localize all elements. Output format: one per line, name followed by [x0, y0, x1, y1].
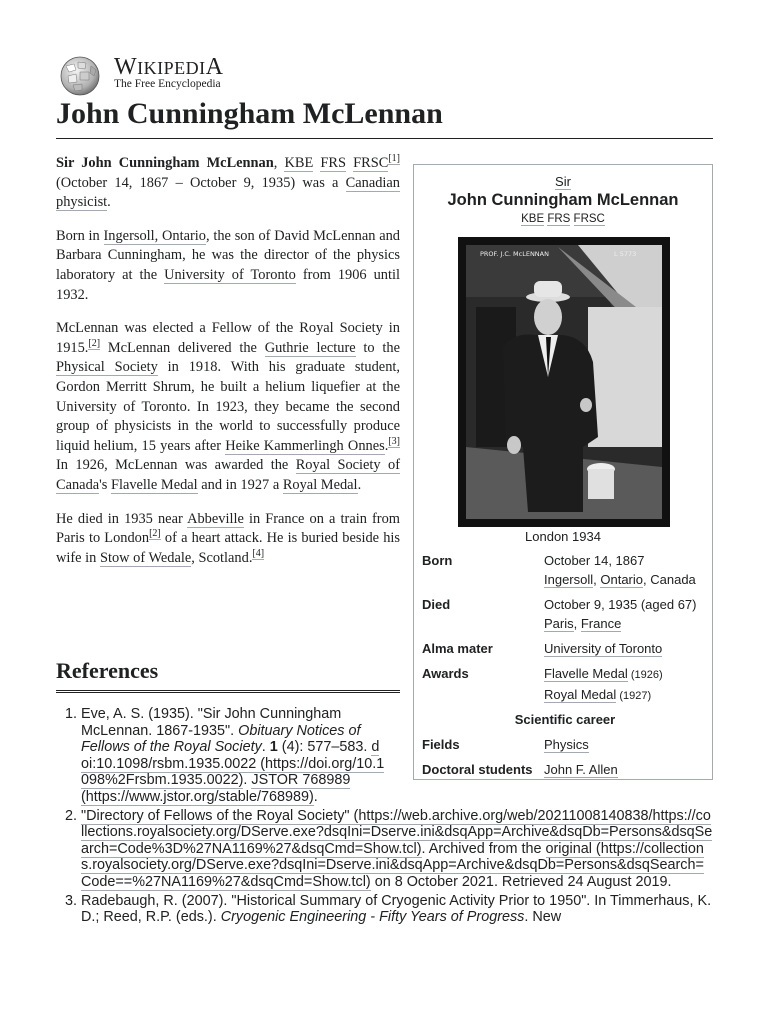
sir-link[interactable]: Sir	[555, 174, 571, 189]
article-body	[56, 154, 400, 582]
canadian-link[interactable]: Canadian	[345, 174, 400, 191]
student-allen-link[interactable]: John F. Allen	[544, 762, 618, 777]
award-royal-link[interactable]: Royal Medal	[544, 687, 617, 702]
ref1-doi-link[interactable]: doi:10.1098/rsbm.1935.0022 (https://doi.org/10.1098%2Frsbm.1935.0022)	[81, 739, 385, 789]
text: , Canada	[643, 572, 696, 587]
text: . Archived from the	[421, 840, 546, 857]
rsc-link[interactable]: Royal Society of Canada	[56, 457, 400, 493]
photo-caption: London 1934	[525, 529, 601, 544]
text: . New	[524, 909, 562, 926]
references-heading: References	[56, 656, 400, 693]
died-label: Died	[422, 597, 451, 612]
text: .	[243, 772, 252, 789]
wikipedia-wordmark[interactable]	[114, 54, 224, 81]
award1-year: (1926)	[627, 669, 663, 681]
ref2-directory-link[interactable]: "Directory of Fellows of the Royal Society" (https://web.archive.org/web/20211008140838/https://collections.royalsociety.org/DServe.exe?dsqIni=Dserve.ini&dsqApp=Archive&dsqDb=Persons&dsqSearch=Code%3D%27NA1169%27&dsqCmd=Show.tcl)	[81, 807, 713, 857]
students-label: Doctoral students	[422, 762, 533, 777]
text: .	[313, 788, 318, 805]
text: Eve, A. S. (1935). "Sir John Cunningham McLennan. 1867-1935".	[81, 706, 342, 739]
text: , the son of David McLennan and Barbara Cunningham, he was the director of the physics laboratory at the	[56, 227, 400, 283]
wikipedia-globe-logo[interactable]	[56, 54, 104, 96]
born-date: October 14, 1867	[544, 553, 645, 568]
infobox-frsc-link[interactable]: FRSC	[573, 213, 605, 225]
text: in France on a train from Paris to London	[56, 510, 400, 547]
infobox-honorific	[414, 174, 712, 189]
text: .	[384, 437, 389, 454]
fields-label: Fields	[422, 737, 460, 752]
physicist-link[interactable]: physicist	[56, 194, 108, 211]
ref-4-link[interactable]: [4]	[252, 547, 265, 559]
text: of a heart attack. He is buried beside his wife in	[56, 530, 401, 566]
ref1-volume: 1	[269, 739, 278, 756]
born-ingersoll-link[interactable]: Ingersoll	[544, 572, 594, 587]
guthrie-lecture-link[interactable]: Guthrie lecture	[264, 339, 356, 356]
text: 's	[99, 476, 111, 493]
ref-2b-link[interactable]: [2]	[149, 528, 161, 540]
infobox-row-born	[422, 551, 708, 589]
ref-2-link[interactable]: [2]	[88, 337, 101, 349]
photo-number: L 5773	[614, 250, 637, 258]
alma-uoft-link[interactable]: University of Toronto	[544, 641, 663, 656]
reference-item	[81, 808, 714, 891]
awards-label: Awards	[422, 666, 469, 681]
infobox-postnominals	[414, 213, 712, 225]
infobox-kbe-link[interactable]: KBE	[521, 213, 545, 225]
abbeville-link[interactable]: Abbeville	[187, 510, 244, 527]
text: Born in	[56, 227, 104, 244]
text: (October 14, 1867 – October 9, 1935) was a	[56, 174, 346, 191]
portrait-photo[interactable]	[458, 237, 670, 527]
fields-physics-link[interactable]: Physics	[544, 737, 589, 752]
infobox-row-awards	[422, 664, 708, 706]
died-value	[544, 595, 708, 633]
frsc-link[interactable]: FRSC	[353, 155, 389, 171]
text: ,	[593, 572, 601, 587]
frs-link[interactable]: FRS	[320, 155, 346, 171]
text: .	[261, 739, 270, 756]
award2-year: (1927)	[616, 690, 652, 702]
paragraph-2	[56, 227, 400, 305]
award-flavelle-link[interactable]: Flavelle Medal	[544, 666, 628, 681]
wikipedia-tagline: The Free Encyclopedia	[114, 78, 221, 90]
ref-1-link[interactable]: [1]	[388, 153, 400, 165]
flavelle-medal-link[interactable]: Flavelle Medal	[110, 476, 198, 493]
reference-item	[81, 893, 714, 926]
text: , Scotland.	[191, 549, 253, 566]
scientific-career-heading: Scientific career	[514, 712, 616, 727]
reference-item	[81, 706, 386, 806]
infobox-name: John Cunningham McLennan	[447, 191, 679, 209]
alma-label: Alma mater	[422, 641, 493, 656]
site-header	[56, 54, 716, 96]
paragraph-4	[56, 510, 400, 569]
text: in 1918. With his graduate student, Gordon Merritt Shrum, he built a helium liquefier at the University of Toronto. In 1923, they became the second group of physicists in the world to successfully produce liquid helium, 15 years after	[56, 359, 400, 454]
text: McLennan was elected a Fellow of the Royal Society in 1915.	[56, 320, 400, 356]
royal-medal-link[interactable]: Royal Medal	[282, 476, 358, 493]
ref2-original-link[interactable]: original (https://collections.royalsociety.org/DServe.exe?dsqIni=Dserve.ini&dsqApp=Archive&dsqDb=Persons&dsqSearch=Code==%27NA1169%27&dsqCmd=Show.tcl)	[81, 840, 704, 890]
text: (4): 577–583.	[277, 739, 372, 756]
text: ,	[573, 616, 581, 631]
born-ontario-link[interactable]: Ontario	[600, 572, 644, 587]
died-date: October 9, 1935 (aged 67)	[544, 597, 697, 612]
died-paris-link[interactable]: Paris	[544, 616, 574, 631]
wordmark-w: W	[114, 54, 138, 80]
text: He died in 1935 near	[56, 510, 188, 527]
text: to the	[355, 339, 400, 356]
born-label: Born	[422, 553, 453, 568]
died-france-link[interactable]: France	[580, 616, 622, 631]
text: from 1906 until 1932.	[56, 266, 400, 303]
born-value	[544, 551, 708, 589]
infobox-row-alma	[422, 639, 708, 658]
infobox	[413, 164, 713, 780]
onnes-link[interactable]: Heike Kammerlingh Onnes	[225, 437, 385, 454]
awards-value	[544, 664, 708, 706]
stow-of-wedale-link[interactable]: Stow of Wedale	[99, 549, 192, 566]
page-title: John Cunningham McLennan	[56, 96, 713, 139]
lead-name: Sir John Cunningham McLennan	[56, 155, 274, 171]
text: and in 1927 a	[197, 476, 283, 493]
text: .	[357, 476, 362, 493]
wordmark-rest: IKIPEDI	[137, 58, 206, 78]
infobox-row-died	[422, 595, 708, 633]
text: Radebaugh, R. (2007). "Historical Summary of Cryogenic Activity Prior to 1950". In Timmerhaus, K. D.; Reed, R.P. (eds.).	[81, 892, 712, 926]
wordmark-a: A	[205, 54, 224, 80]
uoft-link[interactable]: University of Toronto	[164, 266, 296, 283]
kbe-link[interactable]: KBE	[284, 155, 314, 171]
ingersoll-link[interactable]: Ingersoll, Ontario	[103, 227, 206, 244]
ref1-jstor-link[interactable]: JSTOR 768989 (https://www.jstor.org/stable/768989)	[81, 772, 351, 805]
text: .	[107, 194, 111, 211]
text: In 1926, McLennan was awarded the	[56, 457, 296, 474]
ref3-book: Cryogenic Engineering - Fifty Years of Progress	[220, 909, 525, 926]
photo-label: PROF. J.C. McLENNAN	[480, 250, 549, 258]
paragraph-3	[56, 319, 400, 495]
ref1-journal: Obituary Notices of Fellows of the Royal Society	[81, 722, 361, 756]
physical-society-link[interactable]: Physical Society	[56, 359, 158, 376]
reference-list	[56, 706, 714, 928]
text: on 8 October 2021. Retrieved 24 August 2019.	[370, 873, 672, 890]
text: ,	[273, 155, 278, 171]
ref-3-link[interactable]: [3]	[388, 435, 400, 447]
text: McLennan delivered the	[100, 339, 265, 356]
lead-paragraph	[56, 154, 400, 213]
infobox-frs-link[interactable]: FRS	[547, 213, 571, 225]
